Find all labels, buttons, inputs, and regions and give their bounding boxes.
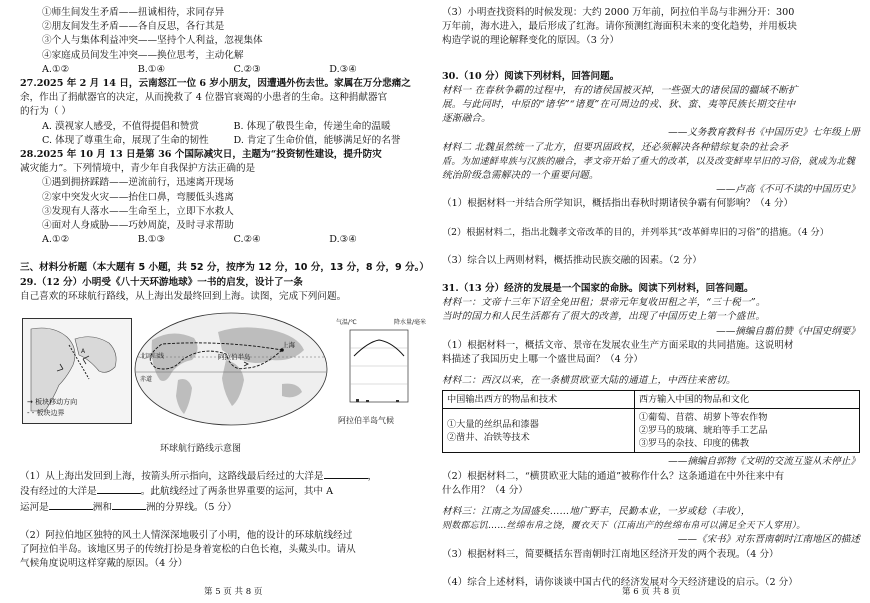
question-29-line-1: 29.（12 分）小明受《八十天环游地球》一书的启发，设计了一条: [20, 276, 303, 288]
material-30-1-source: ——义务教育教科书《中国历史》七年级上册: [668, 127, 860, 139]
question-29-3-line-1: （3）小明查找资料的时候发现：大约 2000 万年前，阿拉伯半岛与非洲分开：300: [442, 7, 795, 18]
question-28-line-2: 减灾能力”。下列情境中，青少年自我保护方法正确的是: [20, 163, 256, 175]
trade-table: [442, 390, 860, 453]
climate-temp-axis-label: 气温/℃: [336, 319, 357, 327]
choice-26-c[interactable]: C.②③: [233, 63, 261, 75]
q29-1-text-b: 没有经过的大洋是: [20, 486, 97, 498]
question-28-line-1: 28.2025 年 10 月 13 日是第 36 个国际减灾日，主题为“投资韧性建设，提升防灾: [20, 149, 382, 161]
answer-blank-4[interactable]: [112, 500, 146, 510]
choice-28-d[interactable]: D.③④: [329, 234, 357, 246]
table-row: [443, 409, 860, 453]
question-30-1: （1）根据材料一并结合所学知识，概括指出春秋时期诸侯争霸有何影响？（4 分）: [442, 198, 794, 210]
question-31-2-line-2: 什么作用？（4 分）: [442, 484, 528, 496]
question-30-2: （2）根据材料二，指出北魏孝文帝改革的目的，并列举其“改革鲜卑旧的习俗”的措施。（4 分）: [442, 226, 829, 238]
material-30-2-source: ——卢高《不可不读的中国历史》: [716, 184, 860, 196]
choice-28-a[interactable]: A.①②: [42, 234, 70, 246]
option-26-4: ④家庭成员间发生冲突——换位思考，主动化解: [42, 49, 244, 61]
right-column: [442, 6, 860, 590]
inset-legend-label-1: 板块移动方向: [35, 397, 78, 406]
choice-27-d[interactable]: D. 肯定了生命价值，能够满足好的名誉: [233, 134, 401, 146]
material-31-1-line-2: 当时的国力和人民生活都有了很大的改善，出现了中国历史上第一个盛世。: [442, 311, 766, 323]
world-route-map: [132, 310, 330, 428]
choice-27-c[interactable]: C. 体现了尊重生命，展现了生命的韧性: [42, 134, 209, 146]
material-30-1-line-2: 展。与此同时，中原的“诸华”“诸夏”在可周边的戎、狄、蛮、夷等民族长期交往中: [442, 99, 796, 111]
material-30-2-line-1: 材料二 北魏虽然统一了北方，但要巩固政权，还必须解决各种错综复杂的社会矛: [442, 141, 789, 153]
question-27-line-2: 余，作出了捐献器官的决定，从而挽救了 4 位器官衰竭的小患者的生命。这种捐献器官: [20, 92, 388, 104]
legend-boundary-icon: - -: [27, 408, 35, 417]
question-30-3: （3）综合以上两则材料，概括推动民族交融的因素。（2 分）: [442, 254, 702, 266]
choices-27-row-1: [20, 120, 425, 134]
material-30-1-line-3: 逐渐融合。: [442, 113, 491, 125]
question-29-2-line-2: 了阿拉伯半岛。该地区男子的传统打扮是身着宽松的白色长袍，头戴头巾。请从: [20, 544, 356, 556]
question-31-4: （4）综合上述材料，请你谈谈中国古代的经济发展对今天经济建设的启示。（2 分）: [442, 576, 798, 588]
option-26-2: ②朋友间发生矛盾——各自反思，各行其是: [42, 21, 225, 33]
question-27-line-3: 的行为（ ）: [20, 106, 72, 118]
choice-26-d[interactable]: D.③④: [329, 63, 357, 75]
material-31-1-line-1: 材料一：文帝十三年下诏全免田租；景帝元年复收田租之半，“三十税一”。: [442, 297, 766, 309]
question-29-3-line-3: 构造学说的理论解释变化的原因。（3 分）: [442, 35, 620, 47]
climate-chart-graphic: [336, 326, 426, 418]
option-28-1: ①遇到拥挤踩踏——逆流前行，迅速离开现场: [42, 177, 234, 189]
material-30-2-line-2: 盾。为加速鲜卑族与汉族的融合，孝文帝开始了重大的改革，以及改变鲜卑早旧的习俗，就成为北魏: [442, 155, 856, 167]
material-31-3-line-2: 则数郡忘饥……丝绵布帛之饶，覆衣天下（江南出产的丝绵布帛可以满足全天下人穿用）。: [442, 521, 806, 532]
question-31-1-line-1: （1）根据材料一，概括文帝、景帝在发展农业生产方面采取的共同措施。这说明材: [442, 339, 794, 351]
question-31-title: 31.（13 分）经济的发展是一个国家的命脉。阅读下列材料，回答问题。: [442, 283, 754, 295]
map-label-shanghai: 上海: [282, 341, 295, 350]
material-31-3-line-1: 材料三：江南之为国盛矣……地广野丰，民勤本业，一岁或稔（丰收），: [442, 506, 751, 518]
climate-caption: 阿拉伯半岛气候: [338, 416, 394, 426]
left-column: [20, 6, 430, 571]
page-footer-left: 第 5 页 共 8 页: [204, 587, 263, 597]
table-header-row: [443, 391, 860, 409]
q29-1-text-e: 洲和: [92, 501, 112, 513]
choice-26-b[interactable]: B.①④: [137, 63, 166, 75]
question-29-2-line-3: 气候角度说明这样穿戴的原因。（4 分）: [20, 558, 188, 570]
climate-chart: [336, 316, 426, 428]
choice-28-c[interactable]: C.②④: [233, 234, 261, 246]
map-label-arabia: 阿拉伯半岛: [218, 353, 251, 362]
import-item-1: ①葡萄、苜蓿、胡萝卜等农作物: [638, 412, 768, 424]
map-figure: [20, 310, 425, 438]
material-30-1-line-1: 材料一 在春秋争霸的过程中，有的诸侯国被灭掉，一些强大的诸侯国的疆域不断扩: [442, 84, 798, 96]
q29-1-text-c: 。此航线经过了两条世界重要的运河，其中 A: [140, 486, 334, 498]
question-31-3: （3）根据材料三，简要概括东晋南朝时江南地区经济开发的两个表现。（4 分）: [442, 548, 779, 560]
question-29-1-line-1: （1）从上海出发回到上海，按箭头所示指向，这路线最后经过的大洋是 ，: [20, 471, 378, 483]
export-item-1: ①大量的丝织品和漆器: [447, 418, 539, 430]
option-28-2: ②家中突发火灾——抬住口鼻，弯腰低头逃离: [42, 191, 234, 203]
choices-28: [20, 233, 425, 247]
svg-text:A: A: [81, 348, 86, 356]
table-cell-export: [443, 409, 635, 453]
plate-inset-map: [22, 318, 132, 424]
export-item-2: ②凿井、冶铁等技术: [447, 431, 530, 443]
world-map-graphic: [132, 310, 330, 428]
choice-26-a[interactable]: A.①②: [42, 63, 70, 75]
map-label-tropic: 北回归线: [140, 353, 165, 361]
choice-28-b[interactable]: B.①③: [137, 234, 166, 246]
table-cell-import: [634, 409, 859, 453]
answer-blank-1[interactable]: [324, 469, 368, 479]
option-28-3: ③发现有人落水——生命至上，立即下水救人: [42, 205, 234, 217]
question-30-title: 30.（10 分）阅读下列材料，回答问题。: [442, 70, 620, 82]
option-26-3: ③个人与集体利益冲突——坚持个人利益，忽视集体: [42, 35, 263, 47]
answer-blank-3[interactable]: [49, 500, 93, 510]
map-label-equator: 赤道: [140, 376, 153, 384]
question-29-1-line-2: [20, 484, 425, 499]
material-31-2-source: ——摘编自郭物《文明的交流互鉴从未停止》: [668, 456, 860, 468]
choices-27-row-2: [20, 134, 425, 148]
question-29-line-2: 自己喜欢的环球航行路线，从上海出发最终回到上海。读图，完成下列问题。: [20, 290, 347, 302]
inset-legend-label-2: 板块边界: [36, 408, 65, 417]
climate-precip-axis-label: 降水量/毫米: [393, 319, 426, 327]
choice-27-b[interactable]: B. 体现了敬畏生命，传递生命的温暖: [233, 120, 391, 132]
material-30-2-line-3: 统治阶级急需解决的一个重要问题。: [442, 170, 599, 182]
material-31-1-source: ——摘编自翦伯赞《中国史纲要》: [716, 325, 860, 337]
section-3-heading: 三、材料分析题（本大题有 5 小题，共 52 分，按序为 12 分，10 分，13 分，8 分，9 分。）: [20, 262, 430, 274]
q29-1-text-d: 运河是: [20, 501, 49, 513]
q29-1-text-a: （1）从上海出发回到上海，按箭头所示指向，这路线最后经过的大洋是: [20, 471, 324, 483]
import-item-3: ③罗马的杂技、印度的佛教: [638, 438, 750, 450]
table-header-import: 西方输入中国的物品和文化: [634, 391, 859, 409]
inset-legend-boundary: [27, 406, 65, 420]
map-caption: 环球航行路线示意图: [160, 444, 242, 455]
import-item-2: ②罗马的玻璃、琥珀等手工艺品: [638, 425, 768, 437]
question-29-2-line-1: （2）阿拉伯地区独特的风土人情深深地吸引了小明，他的设计的环球航线经过: [20, 529, 353, 541]
question-31-2-line-1: （2）根据材料二，“横贯欧亚大陆的通道”被称作什么？这条通道在中外往来中有: [442, 470, 785, 482]
question-31-1-line-2: 料描述了我国历史上哪一个盛世局面？（4 分）: [442, 354, 644, 366]
choices-26: [20, 63, 425, 77]
q29-1-text-f: 洲的分界线。（5 分）: [145, 501, 237, 513]
option-28-4: ④面对人身威胁——巧妙周旋，及时寻求帮助: [42, 220, 234, 232]
choice-27-a[interactable]: A. 漠视家人感受，不值得提倡和赞赏: [42, 120, 199, 132]
material-31-2: 材料二：西汉以来，在一条横贯欧亚大陆的通道上，中西往来密切。: [442, 375, 736, 387]
table-header-export: 中国输出西方的物品和技术: [443, 391, 635, 409]
question-27-line-1: 27.2025 年 2 月 14 日，云南怒江一位 6 岁小朋友，因遭遇外伤去世。家属在万分悲痛之: [20, 78, 411, 90]
answer-blank-2[interactable]: [97, 484, 141, 494]
page-footer-right: 第 6 页 共 8 页: [622, 587, 681, 597]
option-26-1: ①师生间发生矛盾——扭诚相待，求同存异: [42, 7, 225, 18]
material-31-3-source: ——《宋书》对东晋南朝时江南地区的描述: [677, 534, 860, 546]
question-29-3-line-2: 万年前，海水进入，最后形成了红海。请你预测红海面积未来的变化趋势，并用板块: [442, 21, 797, 33]
question-29-1-line-3: [20, 500, 425, 515]
legend-arrow-icon: →: [27, 397, 33, 406]
